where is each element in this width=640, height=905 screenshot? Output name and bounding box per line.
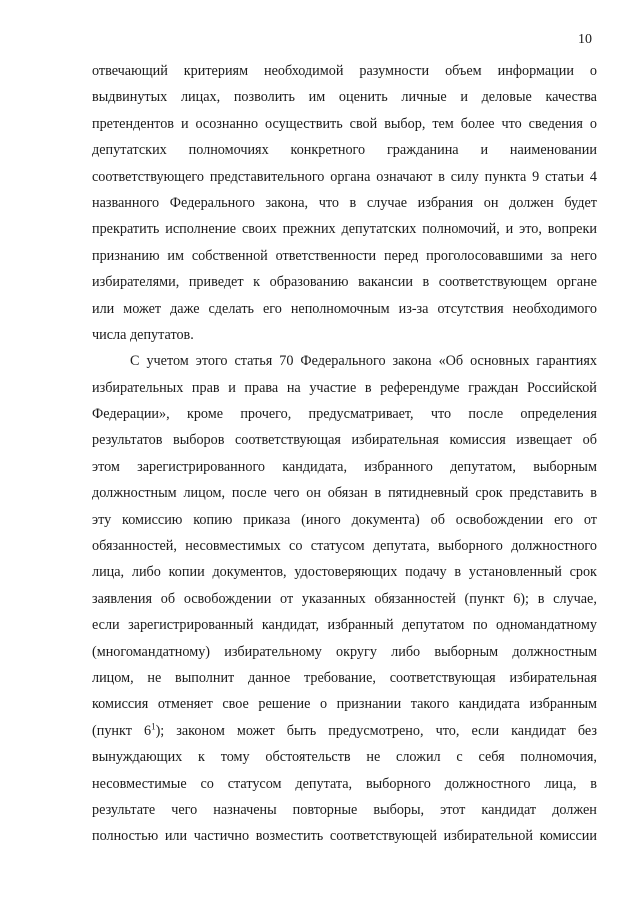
text-line: комиссия отменяет свое решение о признании такого кандидата избранным xyxy=(92,696,597,713)
text-line: результатов выборов соответствующая избирательная комиссия извещает об xyxy=(92,432,597,449)
text-line: прекратить исполнение своих прежних депутатских полномочий, и это, вопреки xyxy=(92,221,597,238)
text-line: заявления об освобождении от указанных обязанностей (пункт 6); в случае, xyxy=(92,590,597,607)
text-line: С учетом этого статья 70 Федерального закона «Об основных гарантиях xyxy=(130,353,597,370)
text-line: избирателями, приведет к образованию вакансии в соответствующем органе xyxy=(92,274,597,291)
text-line: претендентов и осознанно осуществить свой выбор, тем более что сведения о xyxy=(92,115,597,132)
text-line: числа депутатов. xyxy=(92,326,194,343)
page-number: 10 xyxy=(578,32,592,47)
text-line: соответствующего представительного органа означают в силу пункта 9 статьи 4 xyxy=(92,168,597,185)
text-line: Федерации», кроме прочего, предусматривает, что после определения xyxy=(92,406,597,423)
text-line: этом зарегистрированного кандидата, избранного депутатом, выборным xyxy=(92,458,597,475)
text-line: должностным лицом, после чего он обязан в пятидневный срок представить в xyxy=(92,485,597,502)
text-line: несовместимые со статусом депутата, выборного должностного лица, в xyxy=(92,775,597,792)
text-line: названного Федерального закона, что в случае избрания он должен будет xyxy=(92,194,597,211)
text-line: лица, либо копии документов, удостоверяющих подачу в установленный срок xyxy=(92,564,597,581)
text-line: депутатских полномочиях конкретного гражданина и наименовании xyxy=(92,142,597,159)
text-line: результате чего назначены повторные выборы, этот кандидат должен xyxy=(92,801,597,818)
text-line: лицом, не выполнит данное требование, соответствующая избирательная xyxy=(92,669,597,686)
text-line: обязанностей, несовместимых со статусом депутата, выборного должностного xyxy=(92,538,597,555)
text-line: вынуждающих к тому обстоятельств не сложил с себя полномочия, xyxy=(92,749,597,766)
body-text xyxy=(92,58,597,850)
text-line: или может даже сделать его неполномочным из-за отсутствия необходимого xyxy=(92,300,597,317)
text-line: отвечающий критериям необходимой разумности объем информации о xyxy=(92,63,597,79)
text-line: избирательных прав и права на участие в референдуме граждан Российской xyxy=(92,379,597,396)
text-line: полностью или частично возместить соответствующей избирательной комиссии xyxy=(92,828,597,845)
text-line: выдвинутых лицах, позволить им оценить личные и деловые качества xyxy=(92,89,597,106)
text-line: (пункт $6^1$); законом может быть предусмотрено, что, если кандидат без xyxy=(92,721,597,739)
text-line: если зарегистрированный кандидат, избранный депутатом по одномандатному xyxy=(92,617,597,634)
text-line: (многомандатному) избирательному округу либо выборным должностным xyxy=(92,643,597,660)
text-line: признанию им собственной ответственности перед проголосовавшими за него xyxy=(92,247,597,264)
text-line: эту комиссию копию приказа (иного документа) об освобождении его от xyxy=(92,511,597,528)
